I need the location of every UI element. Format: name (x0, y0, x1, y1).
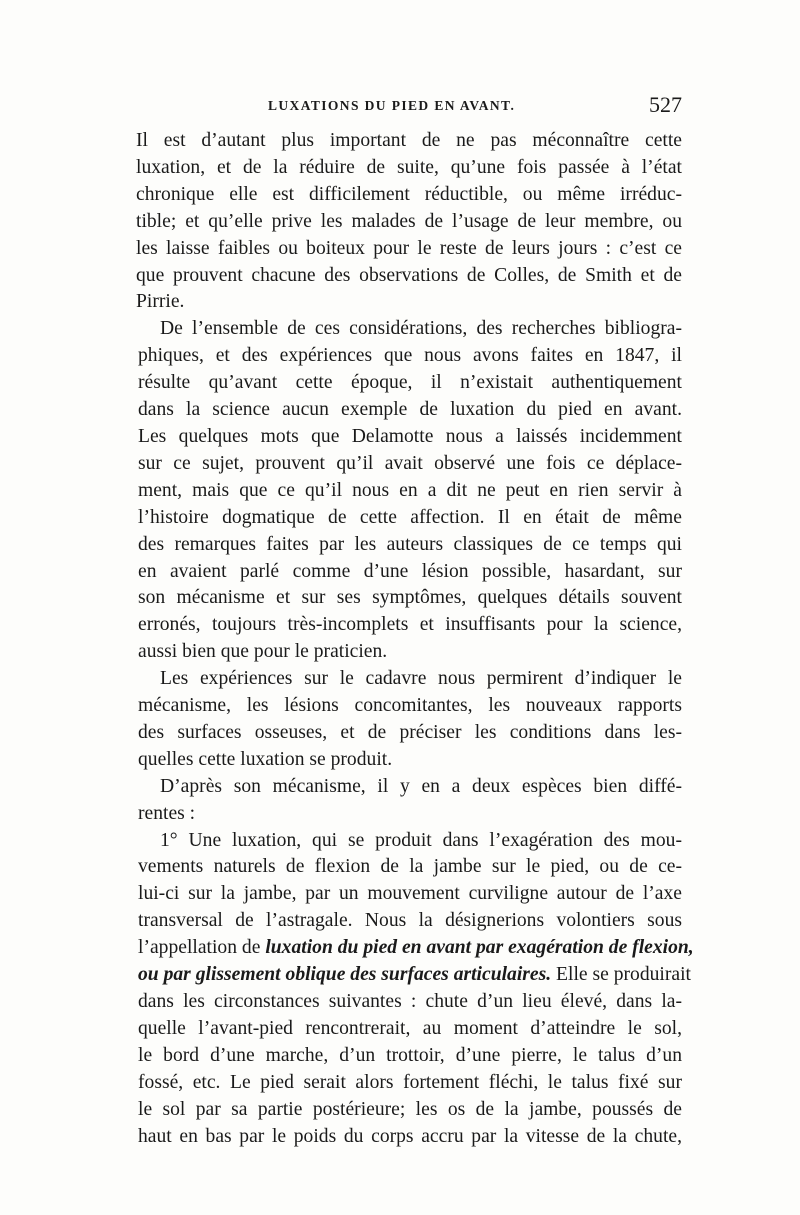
text-line: mécanisme, les lésions concomitantes, les nouveaux rapports (138, 695, 682, 717)
text-line: rentes : (138, 802, 196, 824)
paragraph-4 (116, 774, 682, 828)
text-line-mixed (116, 935, 694, 962)
text-line: erronés, toujours très-incomplets et insuffisants pour la science, (138, 614, 682, 636)
paragraph-1 (116, 128, 682, 316)
text-line: fossé, etc. Le pied serait alors fortement fléchi, le talus fixé sur (138, 1071, 682, 1093)
text-line: De l’ensemble de ces considérations, des recherches bibliogra- (160, 318, 682, 340)
text-line: les laisse faibles ou boiteux pour le reste de leurs jours : c’est ce (136, 237, 682, 259)
text-line: ment, mais que ce qu’il nous en a dit ne peut en rien servir à (138, 479, 682, 501)
page-number: 527 (649, 92, 682, 117)
paragraph-5 (116, 828, 694, 1151)
text-line: sur ce sujet, prouvent qu’il avait observé une fois ce déplace- (138, 452, 682, 474)
page-header (118, 92, 682, 122)
text-line: le sol par sa partie postérieure; les os de la jambe, poussés de (138, 1098, 682, 1120)
paragraph-2 (116, 316, 682, 666)
text-segment: Elle se produirait (556, 964, 691, 986)
text-line-mixed (116, 962, 691, 989)
text-line: quelle l’avant-pied rencontrerait, au moment d’atteindre le sol, (138, 1017, 682, 1039)
text-line: son mécanisme et sur ses symptômes, quelques détails souvent (138, 587, 682, 609)
text-line: Les expériences sur le cadavre nous permirent d’indiquer le (160, 668, 682, 690)
text-line: dans la science aucun exemple de luxation du pied en avant. (138, 399, 682, 421)
text-line: aussi bien que pour le praticien. (138, 641, 388, 663)
italic-term: luxation du pied en avant par exagération de flexion, (265, 937, 694, 959)
text-line: lui-ci sur la jambe, par un mouvement curviligne autour de l’axe (138, 883, 682, 905)
text-line: Pirrie. (136, 291, 185, 313)
text-line: des remarques faites par les auteurs classiques de ce temps qui (138, 533, 682, 555)
text-line: D’après son mécanisme, il y en a deux espèces bien diffé- (160, 775, 682, 797)
body-text (116, 128, 694, 1150)
text-line: le bord d’une marche, d’un trottoir, d’une pierre, le talus d’un (138, 1044, 682, 1066)
text-line: luxation, et de la réduire de suite, qu’une fois passée à l’état (136, 156, 682, 178)
text-line: en avaient parlé comme d’une lésion possible, hasardant, sur (138, 560, 682, 582)
paragraph-3 (116, 666, 682, 774)
text-line: 1° Une luxation, qui se produit dans l’exagération des mou- (160, 829, 682, 851)
text-segment: l’appellation de (138, 937, 261, 959)
text-line: vements naturels de flexion de la jambe sur le pied, ou de ce- (138, 856, 682, 878)
text-line: que prouvent chacune des observations de Colles, de Smith et de (136, 264, 682, 286)
text-line: l’histoire dogmatique de cette affection. Il en était de même (138, 506, 682, 528)
text-line: dans les circonstances suivantes : chute d’un lieu élevé, dans la- (138, 991, 682, 1012)
italic-term: ou par glissement oblique des surfaces articulaires. (138, 964, 552, 986)
text-line: transversal de l’astragale. Nous la désignerions volontiers sous (138, 910, 682, 932)
text-line: chronique elle est difficilement réductible, ou même irréduc- (136, 183, 682, 205)
text-line: des surfaces osseuses, et de préciser les conditions dans les- (138, 721, 682, 743)
text-line: quelles cette luxation se produit. (138, 748, 393, 770)
text-line: tible; et qu’elle prive les malades de l’usage de leur membre, ou (136, 210, 682, 232)
text-line: Il est d’autant plus important de ne pas méconnaître cette (136, 130, 682, 151)
text-line: résulte qu’avant cette époque, il n’existait authentiquement (138, 372, 682, 394)
text-line: Les quelques mots que Delamotte nous a laissés incidemment (138, 425, 682, 447)
text-line: haut en bas par le poids du corps accru par la vitesse de la chute, (138, 1125, 682, 1147)
running-title: LUXATIONS DU PIED EN AVANT. (268, 98, 516, 113)
text-line: phiques, et des expériences que nous avons faites en 1847, il (138, 345, 682, 367)
